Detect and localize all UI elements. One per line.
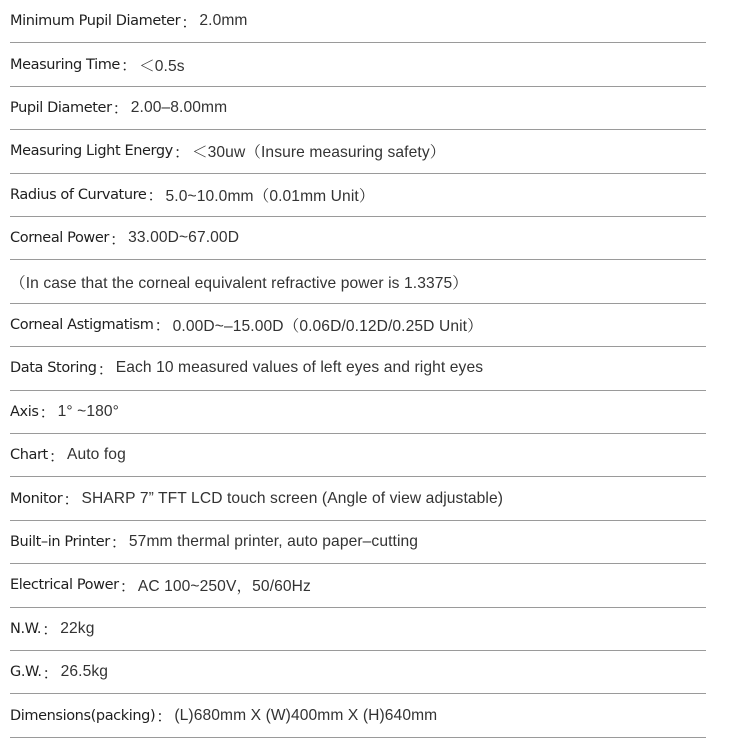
spec-separator: ： — [97, 361, 114, 379]
spec-separator: ： — [112, 101, 129, 119]
spec-separator: ： — [173, 144, 190, 162]
spec-value: 33.00D~67.00D — [128, 229, 240, 247]
spec-label: Radius of Curvature — [10, 186, 147, 203]
spec-row-monitor — [10, 477, 706, 520]
spec-row-data-storing — [10, 347, 706, 390]
spec-value: (L)680mm X (W)400mm X (H)640mm — [174, 706, 438, 724]
spec-label: Data Storing — [10, 360, 97, 377]
spec-separator: ： — [154, 318, 171, 336]
spec-row-axis — [10, 391, 706, 434]
spec-label: Measuring Light Energy — [10, 143, 173, 160]
spec-row-dimensions — [10, 694, 706, 737]
spec-separator: ： — [110, 535, 127, 553]
spec-row-printer — [10, 521, 706, 564]
spec-value: 1° ~180° — [57, 402, 119, 420]
spec-value: ＜30uw（Insure measuring safety） — [191, 144, 446, 162]
spec-value: 57mm thermal printer, auto paper–cutting — [128, 532, 419, 550]
spec-value: 2.0mm — [199, 12, 248, 30]
spec-label: Chart — [10, 447, 48, 464]
spec-separator: ： — [42, 665, 59, 683]
spec-value: 22kg — [60, 619, 95, 637]
spec-value: 26.5kg — [60, 663, 109, 681]
spec-label: G.W. — [10, 664, 42, 681]
spec-label: Electrical Power — [10, 577, 119, 594]
spec-separator: ： — [156, 709, 173, 727]
spec-value: AC 100~250V，50/60Hz — [137, 578, 311, 596]
spec-separator: ： — [120, 58, 138, 76]
spec-value: 5.0~10.0mm（0.01mm Unit） — [165, 187, 375, 205]
spec-row-corneal-astigmatism — [10, 304, 706, 347]
spec-separator: ： — [181, 14, 198, 32]
spec-value: Each 10 measured values of left eyes and right eyes — [115, 359, 484, 377]
spec-row-measuring-time — [10, 43, 706, 86]
spec-label: N.W. — [10, 620, 42, 637]
spec-label: Pupil Diameter — [10, 99, 112, 116]
spec-separator: ： — [42, 622, 59, 640]
spec-label: Axis — [10, 403, 39, 420]
spec-value: ＜0.5s — [139, 57, 185, 75]
spec-label: Built–in Printer — [10, 533, 110, 550]
spec-row-corneal-power — [10, 217, 706, 260]
spec-value: Auto fog — [66, 446, 126, 464]
spec-separator: ： — [48, 448, 65, 466]
spec-separator: ： — [63, 492, 80, 510]
spec-label: Corneal Astigmatism — [10, 316, 154, 333]
spec-label: Dimensions(packing) — [10, 707, 156, 724]
spec-separator: ： — [109, 231, 127, 249]
spec-row-corneal-power-note — [10, 260, 706, 303]
spec-label: Monitor — [10, 490, 63, 507]
spec-row-chart — [10, 434, 706, 477]
spec-row-electrical-power — [10, 564, 706, 607]
spec-row-radius-of-curvature — [10, 174, 706, 217]
spec-row-light-energy — [10, 130, 706, 173]
spec-row-min-pupil-diameter — [10, 0, 706, 43]
spec-row-net-weight — [10, 608, 706, 651]
spec-value: SHARP 7” TFT LCD touch screen (Angle of view adjustable) — [81, 489, 504, 507]
spec-separator: ： — [147, 188, 164, 206]
spec-value: 2.00–8.00mm — [130, 98, 228, 116]
spec-label: Measuring Time — [10, 56, 120, 73]
spec-row-pupil-diameter — [10, 87, 706, 130]
spec-separator: ： — [119, 578, 136, 596]
spec-label: Corneal Power — [10, 230, 109, 247]
spec-note: （In case that the corneal equivalent refractive power is 1.3375） — [10, 274, 469, 292]
spec-row-gross-weight — [10, 651, 706, 694]
spec-separator: ： — [39, 405, 56, 423]
spec-value: 0.00D~–15.00D（0.06D/0.12D/0.25D Unit） — [172, 317, 483, 335]
spec-label: Minimum Pupil Diameter — [10, 13, 181, 30]
